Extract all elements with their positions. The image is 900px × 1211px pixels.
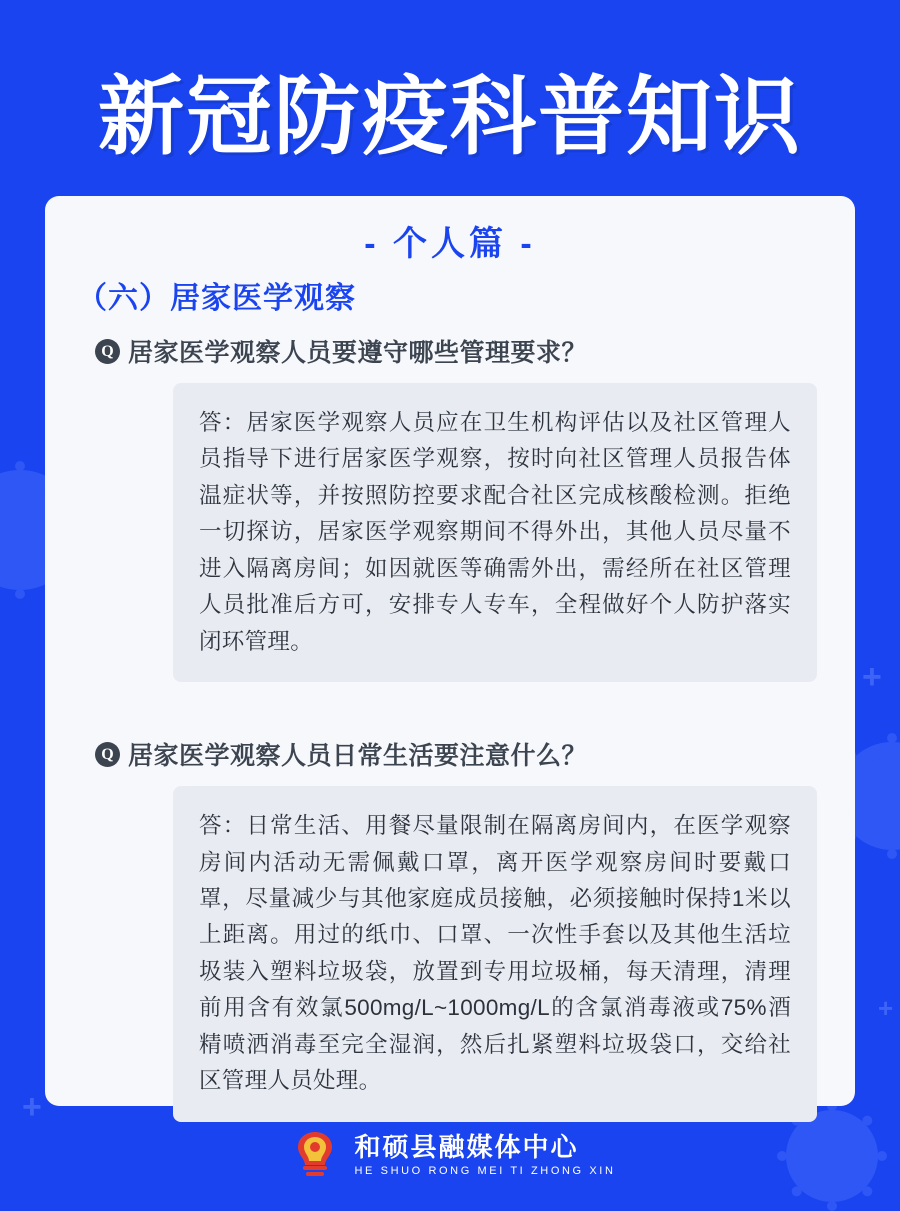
- question-badge-icon: Q: [95, 339, 120, 364]
- page-subtitle: - 个人篇 -: [364, 225, 536, 263]
- footer: [0, 1129, 900, 1181]
- section-spacer: [73, 690, 827, 736]
- question-row: [95, 333, 827, 369]
- footer-name-en: HE SHUO RONG MEI TI ZHONG XIN: [354, 1164, 616, 1177]
- answer-text: 答：居家医学观察人员应在卫生机构评估以及社区管理人员指导下进行居家医学观察，按时向社区管理人员报告体温症状等，并按照防控要求配合社区完成核酸检测。拒绝一切探访，居家医学观察期间不得外出，其他人员尽量不进入隔离房间；如因就医等确需外出，需经所在社区管理人员批准后方可，安排专人专车，全程做好个人防护落实闭环管理。: [199, 410, 791, 654]
- qa-item: [73, 736, 827, 1122]
- question-badge-icon: Q: [95, 742, 120, 767]
- answer-box: [173, 786, 817, 1122]
- question-text: 居家医学观察人员要遵守哪些管理要求？: [128, 339, 588, 367]
- answer-text: 答：日常生活、用餐尽量限制在隔离房间内，在医学观察房间内活动无需佩戴口罩，离开医学观察房间时要戴口罩，尽量减少与其他家庭成员接触，必须接触时保持1米以上距离。用过的纸巾、口罩、一次性手套以及其他生活垃圾装入塑料垃圾袋，放置到专用垃圾桶，每天清理，清理前用含有效氯500mg/L~1000mg/L的含氯消毒液或75%酒精喷洒消毒至完全湿润，然后扎紧塑料垃圾袋口，交给社区管理人员处理。: [199, 813, 791, 1094]
- footer-text: [355, 1133, 616, 1177]
- plus-decoration-icon: +: [878, 993, 894, 1023]
- answer-box: [173, 383, 817, 682]
- media-center-logo-icon: [285, 1129, 345, 1181]
- plus-decoration-icon: +: [862, 658, 882, 696]
- content-card: [45, 196, 855, 1106]
- question-row: [95, 736, 827, 772]
- section-title: （六）居家医学观察: [77, 282, 356, 315]
- plus-decoration-icon: +: [22, 1088, 42, 1126]
- qa-item: [73, 333, 827, 682]
- footer-name-cn: 和硕县融媒体中心: [354, 1132, 579, 1163]
- question-text: 居家医学观察人员日常生活要注意什么？: [128, 742, 588, 771]
- page-header: [0, 0, 900, 167]
- page-title: 新冠防疫科普知识: [98, 66, 802, 167]
